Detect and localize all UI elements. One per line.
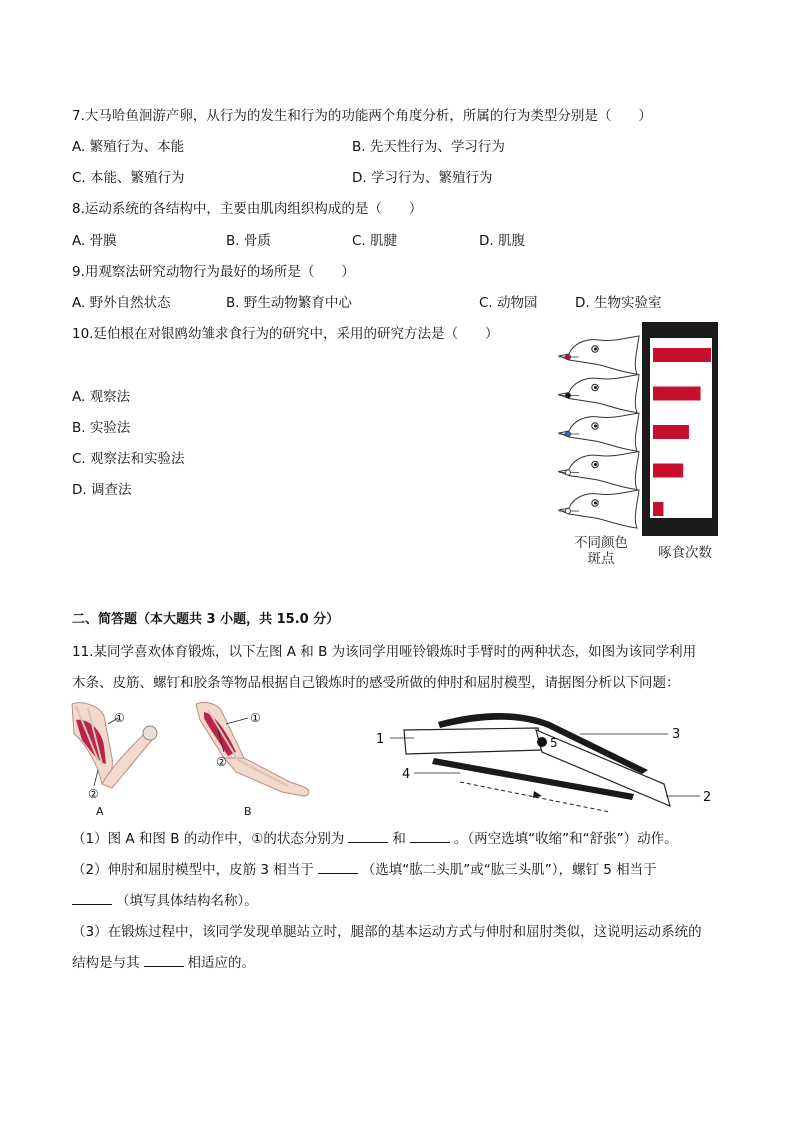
figure-b-caption: B	[244, 805, 252, 818]
section-title: 二、简答题（本大题共 3 小题，共 15.0 分）	[72, 612, 340, 627]
label-3: 3	[672, 727, 681, 742]
q11-sub1-blank2[interactable]	[410, 830, 450, 843]
peck-bar-3	[653, 425, 689, 439]
q11-sub1	[72, 827, 678, 847]
board-1	[404, 728, 542, 754]
q11-sub2-line1	[72, 858, 657, 878]
figure-a-caption: A	[96, 805, 104, 818]
arm-a-label-2: ②	[88, 787, 99, 801]
q9-option-a: A. 野外自然状态	[72, 295, 171, 311]
arm-b-label-2: ②	[216, 755, 227, 769]
q9-option-d: D. 生物实验室	[575, 295, 662, 311]
q11-sub1-text-a: （1）图 A 和图 B 的动作中，①的状态分别为	[72, 831, 345, 847]
q11-sub1-text-b: 和	[392, 831, 406, 847]
q7-option-b: B. 先天性行为、学习行为	[352, 139, 505, 155]
peck-bar-1	[653, 348, 711, 362]
screw-5	[537, 737, 547, 747]
peck-count-label: 啄食次数	[658, 545, 712, 561]
q11-sub2-line2	[72, 889, 258, 909]
q11-sub2-blank1[interactable]	[318, 861, 358, 874]
beak-spot-3	[565, 431, 570, 436]
q8-option-b: B. 骨质	[226, 233, 271, 249]
gull-head-5	[559, 490, 639, 528]
q8-option-d: D. 肌腹	[479, 233, 525, 249]
beak-spot-1	[565, 354, 570, 359]
q10-option-a: A. 观察法	[72, 389, 131, 405]
peck-bar-4	[653, 464, 683, 478]
q11-sub2-text-c: （填写具体结构名称）。	[116, 893, 258, 909]
q10-option-d: D. 调查法	[72, 482, 132, 498]
arm-figures	[68, 700, 318, 820]
q11-sub2-text-a: （2）伸肘和屈肘模型中，皮筋 3 相当于	[72, 862, 314, 878]
q11-sub2-text-b: （选填“肱二头肌”或“肱三头肌”），螺钉 5 相当于	[361, 862, 657, 878]
q11-sub3-line1: （3）在锻炼过程中，该同学发现单腿站立时，腿部的基本运动方式与伸肘和屈肘类似，这说明运动系统的	[72, 924, 702, 940]
arm-b-label-1: ①	[250, 711, 261, 725]
label-2: 2	[703, 790, 712, 805]
q7-stem: 7.大马哈鱼洄游产卵，从行为的发生和行为的功能两个角度分析，所属的行为类型分别是（ ）	[72, 108, 652, 124]
q11-sub3-text-b: 结构是与其	[72, 955, 140, 971]
arm-a-label-1: ①	[114, 711, 125, 725]
q7-option-c: C. 本能、繁殖行为	[72, 170, 185, 186]
label-5: 5	[550, 736, 558, 750]
gull-head-4	[559, 452, 639, 490]
peck-bar-2	[653, 387, 701, 401]
q11-sub1-text-c: 。（两空选填“收缩”和“舒张”）动作。	[453, 831, 678, 847]
elbow-model-figure	[370, 708, 720, 818]
arm-figure-a	[72, 703, 157, 818]
q8-option-c: C. 肌腱	[352, 233, 398, 249]
q9-stem: 9.用观察法研究动物行为最好的场所是（ ）	[72, 264, 355, 280]
q11-sub2-blank2[interactable]	[72, 892, 112, 905]
label-1: 1	[376, 732, 385, 747]
gull-pecking-figure	[555, 320, 725, 572]
q11-stem-line1: 11.某同学喜欢体育锻炼，以下左图 A 和 B 为该同学用哑铃锻炼时手臂时的两种状态，如图为该同学利用	[72, 644, 697, 660]
beak-spot-5	[565, 508, 570, 513]
q9-option-b: B. 野生动物繁育中心	[226, 295, 352, 311]
q8-stem: 8.运动系统的各结构中，主要由肌肉组织构成的是（ ）	[72, 201, 423, 217]
gull-head-3	[559, 413, 639, 451]
q7-option-a: A. 繁殖行为、本能	[72, 139, 185, 155]
label-4: 4	[402, 767, 411, 782]
gull-head-2	[559, 375, 639, 413]
beak-spot-4	[565, 470, 570, 475]
peck-bar-5	[653, 502, 663, 516]
gull-head-1	[559, 336, 639, 374]
q9-option-c: C. 动物园	[479, 295, 538, 311]
q10-stem: 10.廷伯根在对银鸥幼雏求食行为的研究中，采用的研究方法是（ ）	[72, 326, 499, 342]
direction-arrowhead	[533, 791, 542, 798]
q11-sub3-line2	[72, 951, 255, 971]
q10-option-b: B. 实验法	[72, 420, 131, 436]
q7-option-d: D. 学习行为、繁殖行为	[352, 170, 493, 186]
q11-sub3-text-c: 相适应的。	[187, 955, 255, 971]
beak-spot-2	[565, 393, 570, 398]
q11-stem-line2: 木条、皮筋、螺钉和胶条等物品根据自己锻炼时的感受所做的伸肘和屈肘模型，请据图分析以下问题：	[72, 675, 680, 691]
arm-figure-b	[196, 702, 309, 818]
q11-sub3-blank[interactable]	[144, 954, 184, 967]
q8-option-a: A. 骨膜	[72, 233, 117, 249]
spot-color-label-line2: 斑点	[587, 551, 615, 567]
q11-sub1-blank1[interactable]	[348, 830, 388, 843]
q10-option-c: C. 观察法和实验法	[72, 451, 185, 467]
spot-color-label-line1: 不同颜色	[574, 535, 628, 551]
